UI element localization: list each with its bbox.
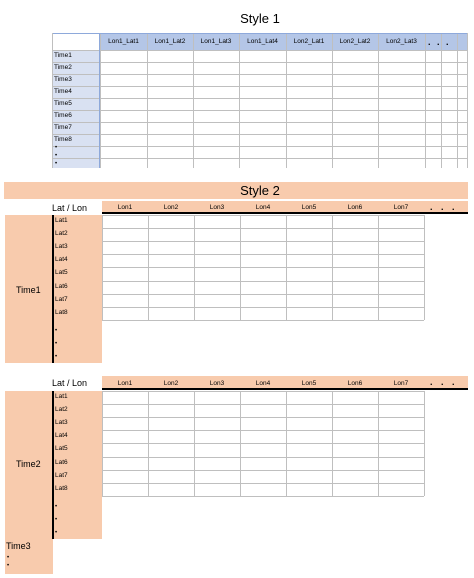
gridline-vertical: [457, 33, 458, 168]
gridline-horizontal: [102, 417, 424, 418]
block2-lat-label: Lat8: [55, 485, 68, 492]
style1-column-header: Lon1_Lat2: [154, 38, 186, 45]
block2-column-header: Lon7: [393, 380, 409, 387]
gridline-horizontal: [102, 281, 424, 282]
block2-lat-dot: •: [55, 517, 58, 523]
style1-column-header: Lon2_Lat3: [386, 38, 417, 45]
style2-title: Style 2: [240, 183, 280, 198]
block1-lat-dot: •: [55, 341, 58, 347]
gridline-vertical: [425, 33, 426, 168]
gridline-horizontal: [102, 483, 424, 484]
gridline-horizontal: [52, 122, 467, 123]
block1-column-header: Lon3: [209, 204, 225, 211]
gridline-horizontal: [102, 228, 424, 229]
block2-lat-label: Lat4: [55, 432, 68, 439]
block2-lat-label: Lat5: [55, 445, 68, 452]
block2-corner-label: Lat / Lon: [52, 378, 88, 388]
style1-title: Style 1: [240, 11, 280, 26]
block2-lat-label: Lat1: [55, 393, 68, 400]
block1-lat-label: Lat3: [55, 243, 68, 250]
style1-row-label: Time4: [54, 88, 72, 95]
gridline-horizontal: [102, 254, 424, 255]
gridline-vertical: [52, 33, 53, 168]
gridline-vertical: [441, 33, 442, 168]
block2-column-header: Lon3: [209, 380, 225, 387]
block2-lat-label: Lat7: [55, 472, 68, 479]
gridline-horizontal: [102, 470, 424, 471]
style1-column-header: Lon2_Lat2: [339, 38, 371, 45]
style1-row-label: Time6: [54, 112, 72, 119]
block2-lat-label: Lat3: [55, 419, 68, 426]
block2-column-header: Lon5: [301, 380, 317, 387]
gridline-horizontal: [102, 241, 424, 242]
time3-label: Time3: [6, 541, 31, 551]
style1-row-label: Time8: [54, 136, 72, 143]
block2-time-label: Time2: [16, 459, 41, 469]
block1-column-header: Lon5: [301, 204, 317, 211]
gridline-horizontal: [52, 98, 467, 99]
gridline-vertical: [99, 33, 100, 168]
gridline-vertical: [424, 391, 425, 496]
gridline-horizontal: [52, 146, 467, 147]
block2-divider: [52, 391, 54, 539]
block1-time-label: Time1: [16, 285, 41, 295]
gridline-vertical: [193, 33, 194, 168]
style1-column-header: Lon1_Lat4: [247, 38, 278, 45]
style1-row-label: Time2: [54, 64, 72, 71]
gridline-vertical: [100, 33, 101, 168]
style1-row-label: Time3: [54, 76, 72, 83]
style1-row-dot: •: [55, 153, 58, 159]
gridline-horizontal: [52, 86, 467, 87]
block1-lat-label: Lat7: [55, 296, 68, 303]
style1-column-header: Lon1_Lat1: [108, 38, 139, 45]
gridline-horizontal: [102, 391, 424, 392]
block1-column-header: Lon7: [393, 204, 409, 211]
block2-column-header: Lon1: [117, 380, 133, 387]
block1-divider: [52, 215, 54, 363]
gridline-vertical: [467, 33, 468, 168]
block1-column-header: Lon6: [347, 204, 363, 211]
block1-lat-label: Lat8: [55, 309, 68, 316]
gridline-horizontal: [52, 74, 467, 75]
gridline-horizontal: [102, 443, 424, 444]
style1-column-ellipsis: . . .: [428, 37, 451, 47]
block1-lat-label: Lat1: [55, 217, 68, 224]
gridline-vertical: [147, 33, 148, 168]
block2-lat-dot: •: [55, 530, 58, 536]
block2-lat-label: Lat6: [55, 459, 68, 466]
style1-row-label: Time5: [54, 100, 72, 107]
gridline-vertical: [332, 33, 333, 168]
block2-column-header: Lon2: [163, 380, 179, 387]
gridline-horizontal: [52, 50, 467, 51]
style1-column-header: Lon2_Lat1: [293, 38, 325, 45]
style1-column-header: Lon1_Lat3: [200, 38, 232, 45]
gridline-horizontal: [102, 457, 424, 458]
gridline-horizontal: [102, 294, 424, 295]
gridline-horizontal: [52, 110, 467, 111]
gridline-horizontal: [102, 320, 424, 321]
time3-dot: •: [7, 555, 10, 561]
gridline-horizontal: [102, 307, 424, 308]
block2-lat-label: Lat2: [55, 406, 68, 413]
gridline-vertical: [286, 33, 287, 168]
block2-column-header: Lon6: [347, 380, 363, 387]
block1-column-ellipsis: . . .: [430, 202, 458, 212]
gridline-horizontal: [102, 430, 424, 431]
style1-row-label: Time7: [54, 124, 72, 131]
block1-lat-dot: •: [55, 328, 58, 334]
block1-lat-dot: •: [55, 354, 58, 360]
gridline-horizontal: [52, 33, 467, 34]
gridline-horizontal: [52, 62, 467, 63]
block1-column-header: Lon2: [163, 204, 179, 211]
time3-dot: •: [7, 563, 10, 569]
block2-column-header: Lon4: [255, 380, 271, 387]
gridline-horizontal: [102, 267, 424, 268]
block1-column-header: Lon1: [117, 204, 133, 211]
gridline-horizontal: [102, 215, 424, 216]
gridline-vertical: [424, 215, 425, 320]
block1-lat-label: Lat2: [55, 230, 68, 237]
style1-row-dot: •: [55, 145, 58, 151]
style1-row-dot: •: [55, 161, 58, 167]
style1-row-label: Time1: [54, 52, 72, 59]
block1-lat-label: Lat6: [55, 283, 68, 290]
gridline-horizontal: [52, 134, 467, 135]
gridline-vertical: [378, 33, 379, 168]
gridline-horizontal: [52, 158, 467, 159]
gridline-horizontal: [102, 496, 424, 497]
block1-column-header: Lon4: [255, 204, 271, 211]
block2-column-ellipsis: . . .: [430, 377, 458, 387]
block1-lat-label: Lat4: [55, 256, 68, 263]
block2-lat-dot: •: [55, 504, 58, 510]
gridline-vertical: [239, 33, 240, 168]
gridline-horizontal: [102, 404, 424, 405]
block1-corner-label: Lat / Lon: [52, 203, 88, 213]
block1-lat-label: Lat5: [55, 269, 68, 276]
